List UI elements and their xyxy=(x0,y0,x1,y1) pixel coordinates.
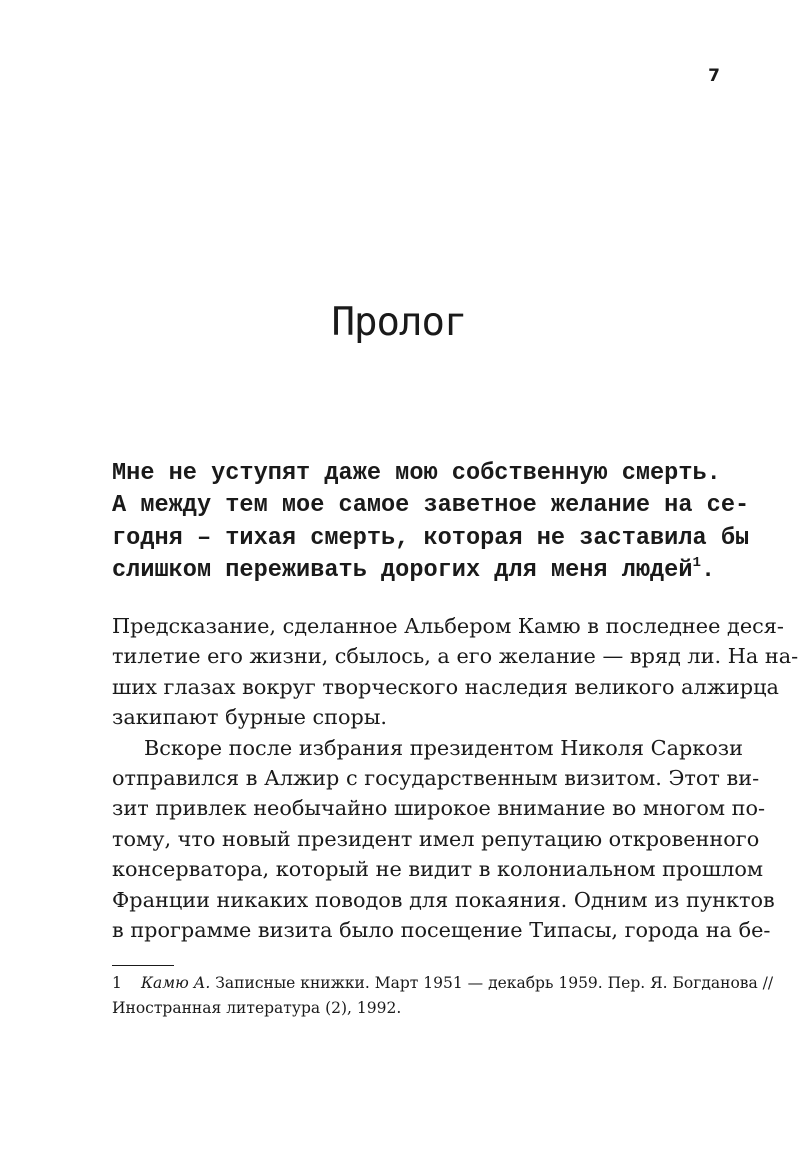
page-number: 7 xyxy=(708,66,720,86)
chapter-title: Пролог xyxy=(331,300,467,345)
paragraph-2-line: Вскоре после избрания президентом Николя Саркози xyxy=(144,735,744,760)
footnote-divider xyxy=(112,965,174,966)
body-text xyxy=(112,611,798,945)
paragraph-2-line: зит привлек необычайно широкое внимание во многом по- xyxy=(112,796,766,821)
footnote-line xyxy=(112,971,774,996)
paragraph-2-line: тому, что новый президент имел репутацию откровенного xyxy=(112,826,760,851)
paragraph-2-line: Франции никаких поводов для покаяния. Одним из пунктов xyxy=(112,887,775,912)
epigraph-line-last xyxy=(112,555,732,587)
footnotes xyxy=(112,971,774,1020)
epigraph-line: А между тем мое самое заветное желание на се- xyxy=(112,492,750,520)
paragraph-2-line: консерватора, который не видит в колониальном прошлом xyxy=(112,857,764,882)
paragraph-2-line: отправился в Алжир с государственным визитом. Этот ви- xyxy=(112,766,760,791)
epigraph-line: Мне не уступят даже мою собственную смерть. xyxy=(112,460,721,487)
footnote-line: Иностранная литература (2), 1992. xyxy=(112,998,402,1017)
paragraph-1-line: Предсказание, сделанное Альбером Камю в последнее деся- xyxy=(112,614,784,638)
paragraph-2-line: в программе визита было посещение Типасы, города на бе- xyxy=(112,918,771,943)
epigraph-line: годня – тихая смерть, которая не заставила бы xyxy=(112,524,750,552)
epigraph-line-text: слишком переживать дорогих для меня людей xyxy=(112,556,693,584)
footnote-number: 1 xyxy=(112,974,122,992)
epigraph xyxy=(112,458,750,587)
footnote-citation: Записные книжки. Март 1951 — декабрь 1959. Пер. Я. Богданова // xyxy=(210,974,774,992)
footnote-author: Камю А. xyxy=(141,974,211,992)
epigraph-end-punctuation: . xyxy=(701,556,716,584)
paragraph-1-line: тилетие его жизни, сбылось, а его желание — вряд ли. На на- xyxy=(112,644,798,669)
paragraph-1-line: ших глазах вокруг творческого наследия великого алжирца xyxy=(112,674,779,699)
footnote-reference[interactable]: 1 xyxy=(692,554,702,571)
paragraph-1-line: закипают бурные споры. xyxy=(112,705,387,730)
